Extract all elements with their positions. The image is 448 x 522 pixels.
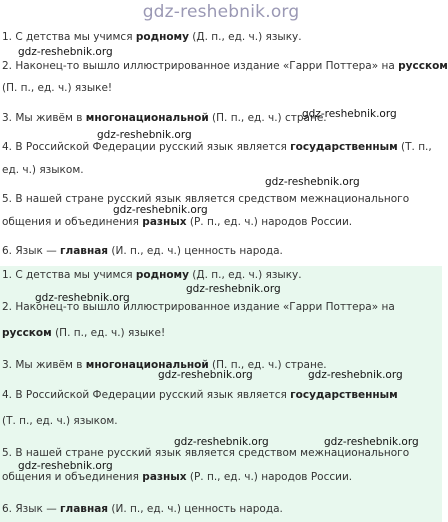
sentence-5-continued: общения и объединения разных (Р. п., ед. ч.) народов России. [2, 216, 353, 228]
watermark: gdz-reshebnik.org [186, 283, 281, 295]
watermark: gdz-reshebnik.org [265, 176, 360, 188]
watermark: gdz-reshebnik.org [158, 369, 253, 381]
sentence-1: 1. С детства мы учимся родному (Д. п., ед. ч.) языку. [2, 269, 302, 281]
watermark: gdz-reshebnik.org [113, 204, 208, 216]
sentence-1: 1. С детства мы учимся родному (Д. п., ед. ч.) языку. [2, 31, 302, 43]
site-header [0, 0, 442, 26]
watermark: gdz-reshebnik.org [174, 436, 269, 448]
sentence-3: 3. Мы живём в многонациональной (П. п., ед. ч.) стране. [2, 359, 327, 371]
watermark: gdz-reshebnik.org [35, 292, 130, 304]
sentence-4-continued: ед. ч.) языком. [2, 164, 84, 176]
sentence-4-continued: (Т. п., ед. ч.) языком. [2, 415, 118, 427]
sentence-6: 6. Язык — главная (И. п., ед. ч.) ценность народа. [2, 245, 283, 257]
sentence-2: 2. Наконец-то вышло иллюстрированное издание «Гарри Поттера» на [2, 301, 395, 313]
sentence-2: 2. Наконец-то вышло иллюстрированное издание «Гарри Поттера» на русском [2, 60, 448, 72]
sentence-4: 4. В Российской Федерации русский язык является государственным [2, 389, 398, 401]
site-title[interactable]: gdz-reshebnik.org [142, 2, 300, 22]
sentence-5: 5. В нашей стране русский язык является средством межнационального [2, 193, 410, 205]
sentence-6: 6. Язык — главная (И. п., ед. ч.) ценность народа. [2, 503, 283, 515]
watermark: gdz-reshebnik.org [324, 436, 419, 448]
sentence-5-continued: общения и объединения разных (Р. п., ед. ч.) народов России. [2, 471, 353, 483]
sentence-2-continued: русском (П. п., ед. ч.) языке! [2, 327, 166, 339]
sentence-5: 5. В нашей стране русский язык является средством межнационального [2, 447, 410, 459]
watermark: gdz-reshebnik.org [308, 369, 403, 381]
sentence-3: 3. Мы живём в многонациональной (П. п., ед. ч.) стране. [2, 112, 327, 124]
sentence-4: 4. В Российской Федерации русский язык является государственным (Т. п., [2, 141, 432, 153]
watermark: gdz-reshebnik.org [302, 108, 397, 120]
sentence-2-continued: (П. п., ед. ч.) языке! [2, 82, 113, 94]
watermark: gdz-reshebnik.org [18, 46, 113, 58]
watermark: gdz-reshebnik.org [18, 460, 113, 472]
watermark: gdz-reshebnik.org [97, 129, 192, 141]
